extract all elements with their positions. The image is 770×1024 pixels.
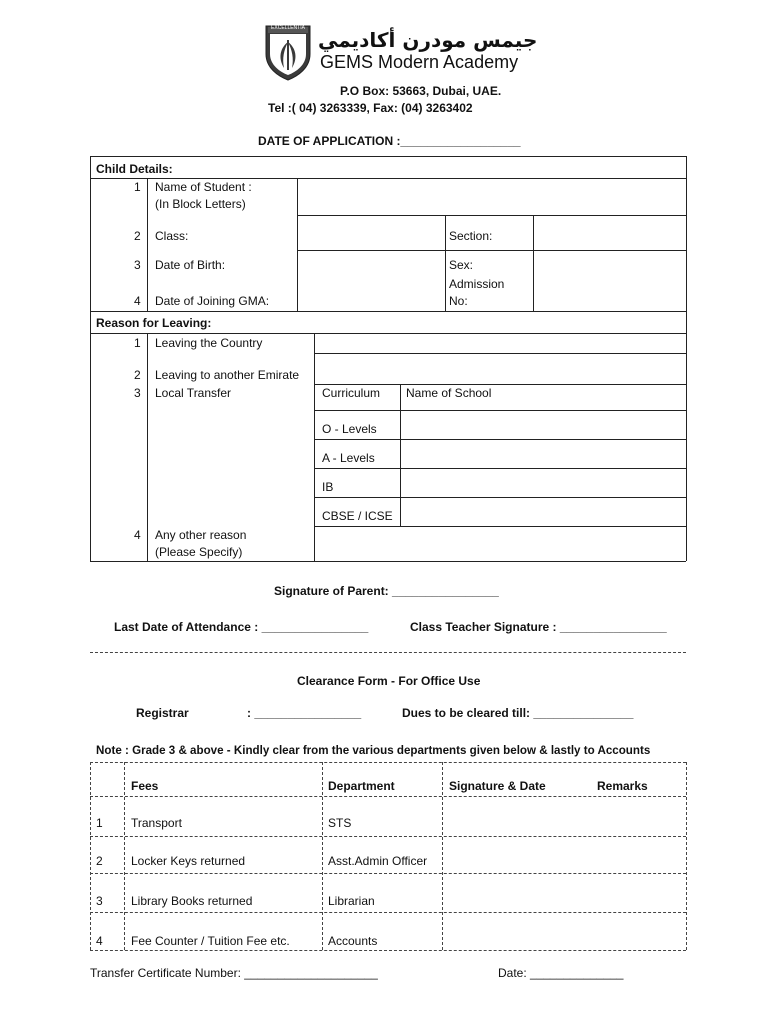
- curriculum-ib: IB: [322, 480, 334, 494]
- row-number: 3: [134, 258, 141, 272]
- dues-cleared-till: Dues to be cleared till: _______________: [402, 706, 634, 720]
- reason-heading: Reason for Leaving:: [96, 316, 212, 330]
- dept-sts: STS: [328, 816, 352, 830]
- col-fees: Fees: [131, 779, 159, 793]
- fee-transport: Transport: [131, 816, 182, 830]
- row-number: 1: [96, 816, 103, 830]
- admission-no-label: No:: [449, 294, 468, 308]
- dept-asst-admin: Asst.Admin Officer: [328, 854, 428, 868]
- reason-local-transfer: Local Transfer: [155, 386, 232, 400]
- class-label: Class:: [155, 229, 189, 243]
- fee-counter: Fee Counter / Tuition Fee etc.: [131, 934, 290, 948]
- curriculum-cbse-icse: CBSE / ICSE: [322, 509, 393, 523]
- col-remarks: Remarks: [597, 779, 648, 793]
- footer-date: Date: ______________: [498, 966, 624, 980]
- row-number: 2: [134, 368, 141, 382]
- child-details-heading: Child Details:: [96, 162, 173, 176]
- row-number: 4: [96, 934, 103, 948]
- crest-text: EXCELLENTIA: [271, 25, 305, 31]
- address-line-1: P.O Box: 53663, Dubai, UAE.: [340, 84, 502, 98]
- dept-accounts: Accounts: [328, 934, 378, 948]
- date-of-joining-label: Date of Joining GMA:: [155, 294, 270, 308]
- transfer-certificate-number: Transfer Certificate Number: ____________________: [90, 966, 378, 980]
- school-name-header: Name of School: [406, 386, 492, 400]
- curriculum-a-levels: A - Levels: [322, 451, 375, 465]
- admission-label: Admission: [449, 277, 505, 291]
- row-number: 3: [96, 894, 103, 908]
- address-line-2: Tel :( 04) 3263339, Fax: (04) 3263402: [268, 101, 473, 115]
- curriculum-header: Curriculum: [322, 386, 381, 400]
- clearance-title: Clearance Form - For Office Use: [297, 674, 481, 688]
- fee-locker-keys: Locker Keys returned: [131, 854, 246, 868]
- registrar-line: : ________________: [247, 706, 362, 720]
- date-of-application: DATE OF APPLICATION :__________________: [258, 134, 521, 148]
- row-number: 2: [134, 229, 141, 243]
- registrar-label: Registrar: [136, 706, 189, 720]
- reason-other: Any other reason: [155, 528, 247, 542]
- block-letters-note: (In Block Letters): [155, 197, 246, 211]
- section-label: Section:: [449, 229, 493, 243]
- row-number: 4: [134, 528, 141, 542]
- dept-librarian: Librarian: [328, 894, 375, 908]
- school-name-arabic: جيمس مودرن أكاديمي: [318, 28, 538, 52]
- dob-label: Date of Birth:: [155, 258, 226, 272]
- please-specify-note: (Please Specify): [155, 545, 243, 559]
- last-date-of-attendance: Last Date of Attendance : ________________: [114, 620, 369, 634]
- fee-library-books: Library Books returned: [131, 894, 253, 908]
- col-department: Department: [328, 779, 395, 793]
- curriculum-o-levels: O - Levels: [322, 422, 377, 436]
- parent-signature: Signature of Parent: ________________: [274, 584, 499, 598]
- school-name-english: GEMS Modern Academy: [320, 52, 519, 72]
- row-number: 1: [134, 180, 141, 194]
- sex-label: Sex:: [449, 258, 474, 272]
- divider: [90, 652, 686, 653]
- class-teacher-signature: Class Teacher Signature : ________________: [410, 620, 667, 634]
- row-number: 4: [134, 294, 141, 308]
- clearance-note: Note : Grade 3 & above - Kindly clear from the various departments given below & lastly to Accounts: [96, 744, 651, 757]
- school-crest-logo: [264, 24, 312, 82]
- row-number: 3: [134, 386, 141, 400]
- student-name-label: Name of Student :: [155, 180, 252, 194]
- reason-another-emirate: Leaving to another Emirate: [155, 368, 300, 382]
- col-signature-date: Signature & Date: [449, 779, 546, 793]
- reason-leaving-country: Leaving the Country: [155, 336, 263, 350]
- row-number: 2: [96, 854, 103, 868]
- row-number: 1: [134, 336, 141, 350]
